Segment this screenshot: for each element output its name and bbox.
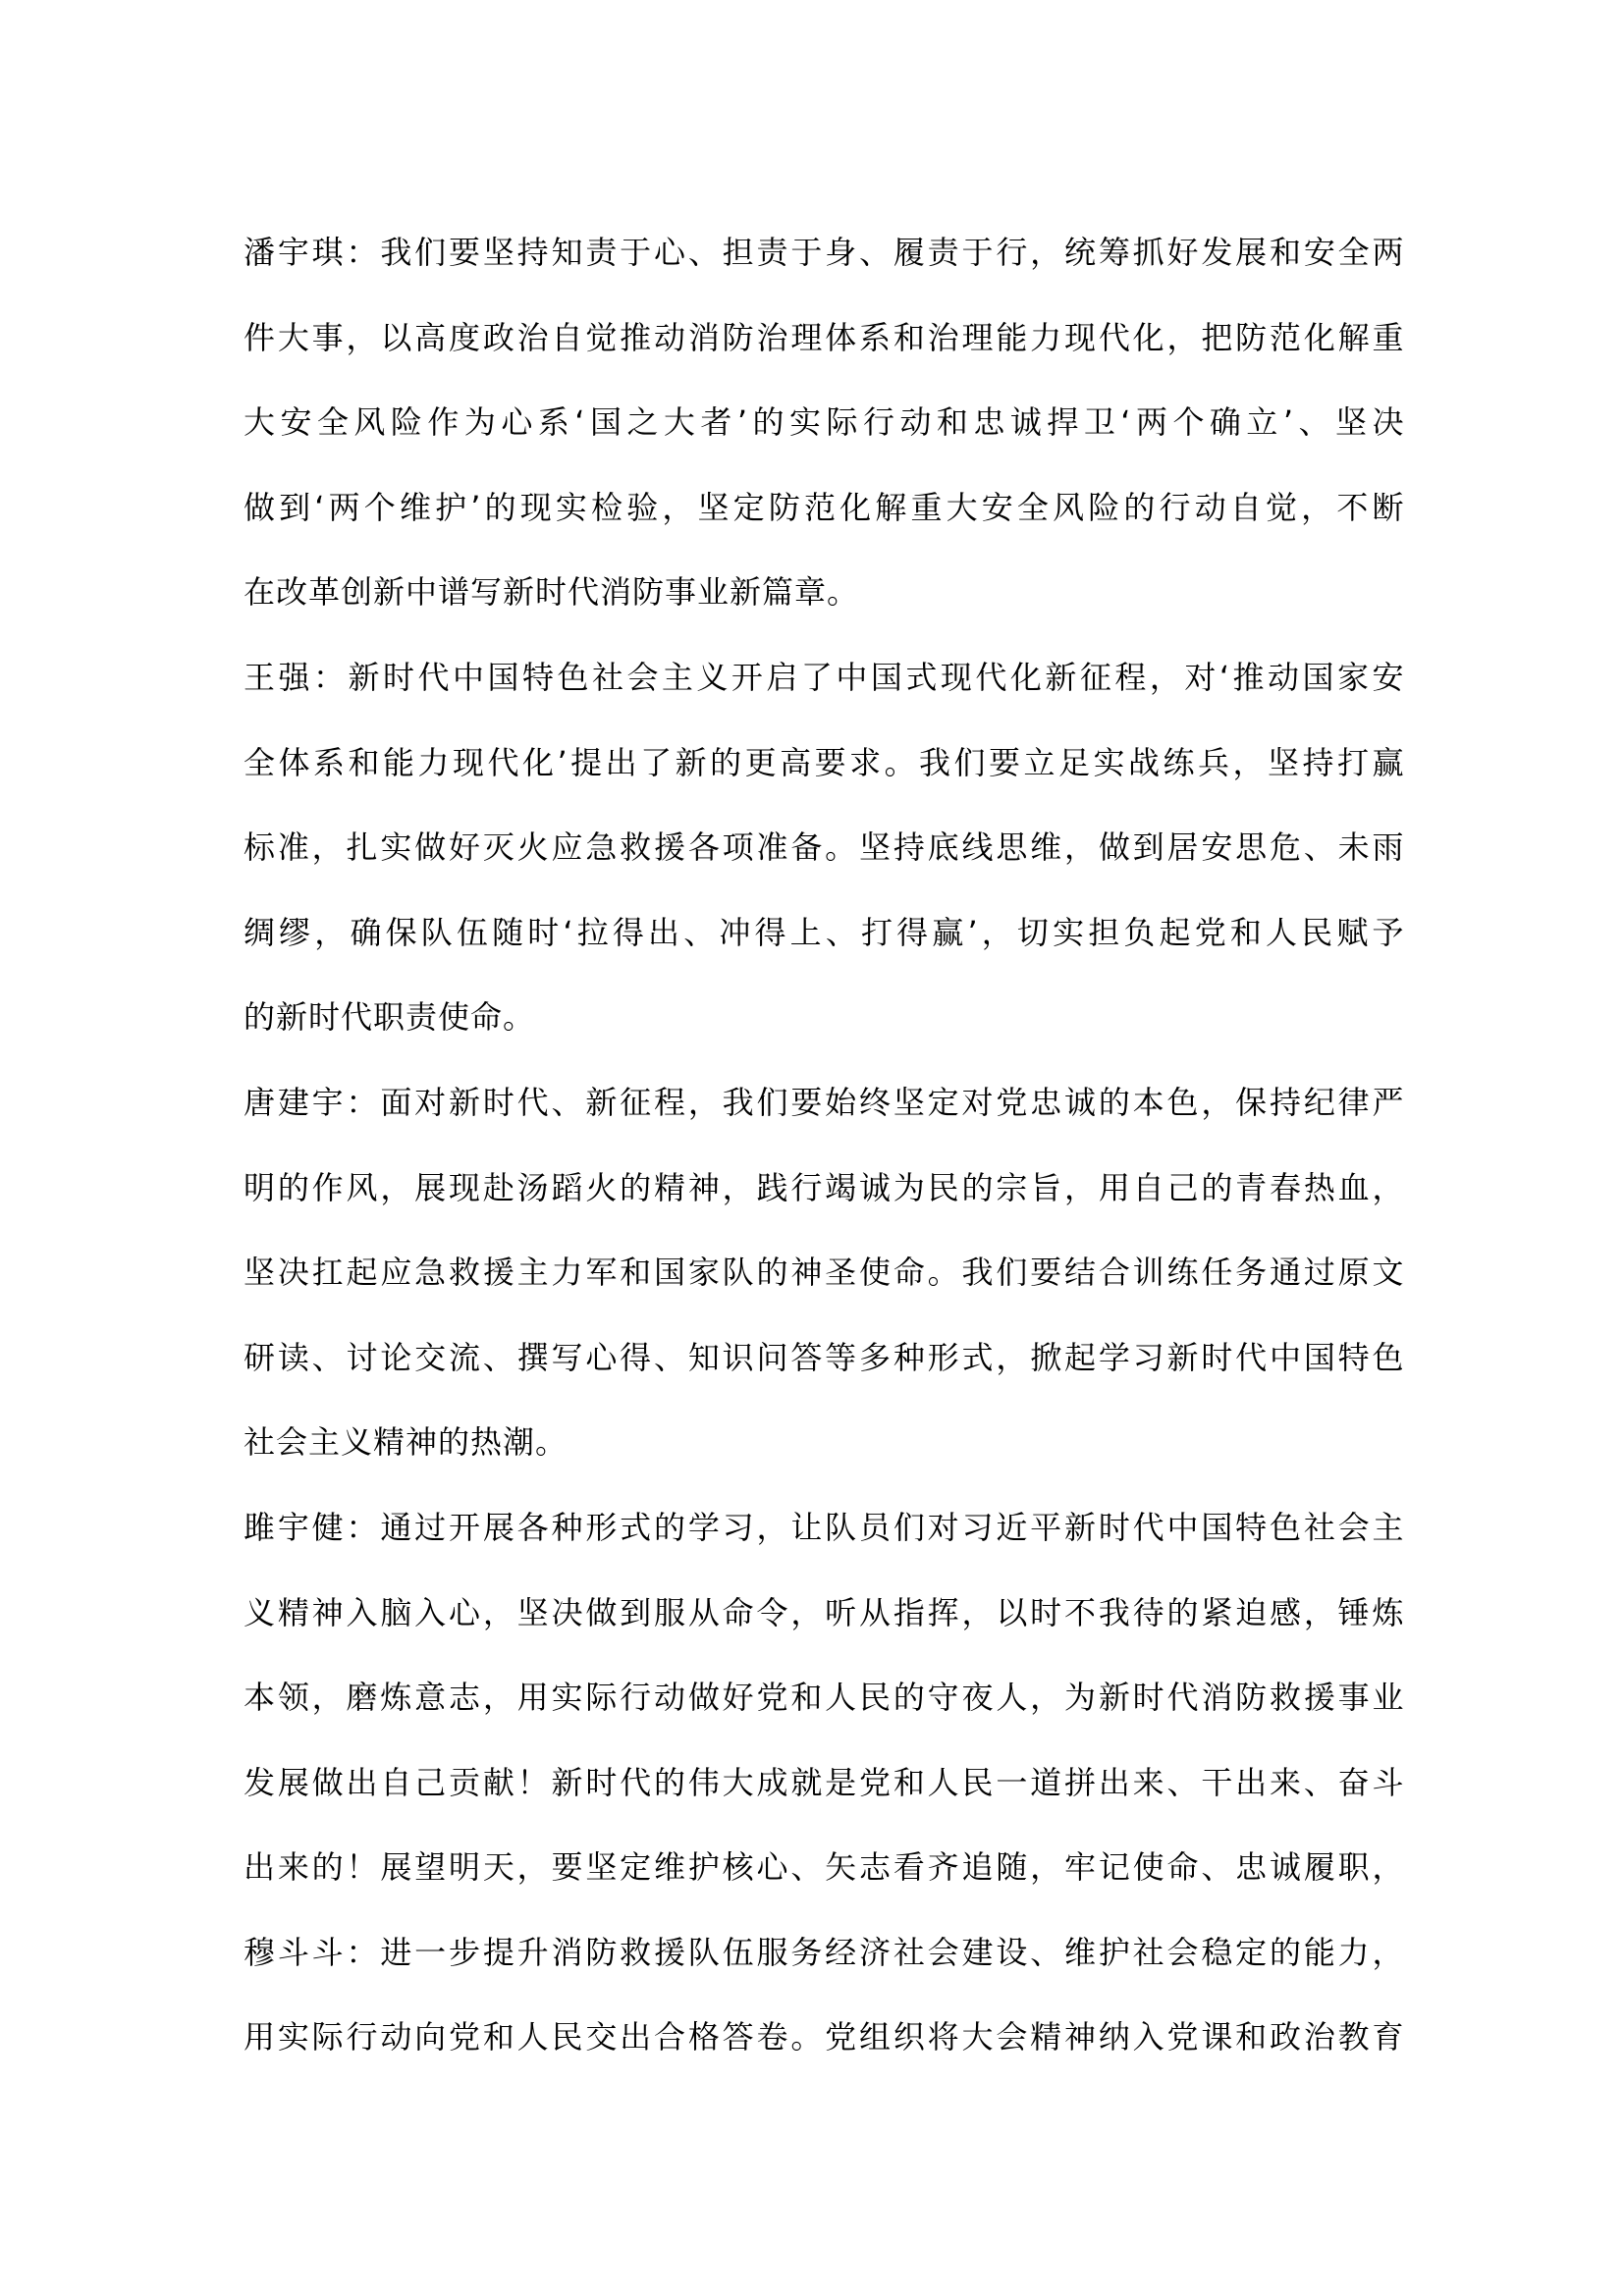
text-line: 研读、讨论交流、撰写心得、知识问答等多种形式，掀起学习新时代中国特色 <box>244 1338 1404 1376</box>
text-line: 绸缪，确保队伍随时‘拉得出、冲得上、打得赢’，切实担负起党和人民赋予 <box>244 913 1404 951</box>
text-line: 唐建宇：面对新时代、新征程，我们要始终坚定对党忠诚的本色，保持纪律严 <box>244 1083 1404 1121</box>
text-line: 大安全风险作为心系‘国之大者’的实际行动和忠诚捍卫‘两个确立’、坚决 <box>244 403 1404 442</box>
text-line: 标准，扎实做好灭火应急救援各项准备。坚持底线思维，做到居安思危、未雨 <box>244 828 1404 867</box>
text-line: 社会主义精神的热潮。 <box>244 1423 568 1462</box>
text-line: 件大事，以高度政治自觉推动消防治理体系和治理能力现代化，把防范化解重 <box>244 318 1404 356</box>
text-line: 全体系和能力现代化’提出了新的更高要求。我们要立足实战练兵，坚持打赢 <box>244 743 1404 781</box>
text-line: 雎宇健：通过开展各种形式的学习，让队员们对习近平新时代中国特色社会主 <box>244 1508 1404 1546</box>
text-line: 的新时代职责使命。 <box>244 998 536 1037</box>
text-line: 在改革创新中谱写新时代消防事业新篇章。 <box>244 573 860 612</box>
text-line: 坚决扛起应急救援主力军和国家队的神圣使命。我们要结合训练任务通过原文 <box>244 1254 1404 1292</box>
text-line: 做到‘两个维护’的现实检验，坚定防范化解重大安全风险的行动自觉，不断 <box>244 488 1404 526</box>
text-line: 出来的！展望明天，要坚定维护核心、矢志看齐追随，牢记使命、忠诚履职， <box>244 1848 1404 1887</box>
paragraph-mu-doudou <box>244 1910 1404 2080</box>
text-line: 义精神入脑入心，坚决做到服从命令，听从指挥，以时不我待的紧迫感，锤炼 <box>244 1593 1404 1631</box>
text-line: 用实际行动向党和人民交出合格答卷。党组织将大会精神纳入党课和政治教育 <box>244 2018 1404 2056</box>
paragraph-ju-yujian <box>244 1485 1404 1910</box>
text-line: 穆斗斗：进一步提升消防救援队伍服务经济社会建设、维护社会稳定的能力， <box>244 1933 1404 1971</box>
paragraph-wang-qiang <box>244 635 1404 1060</box>
text-line: 明的作风，展现赴汤蹈火的精神，践行竭诚为民的宗旨，用自己的青春热血， <box>244 1168 1404 1206</box>
text-line: 本领，磨炼意志，用实际行动做好党和人民的守夜人，为新时代消防救援事业 <box>244 1679 1404 1717</box>
text-line: 潘宇琪：我们要坚持知责于心、担责于身、履责于行，统筹抓好发展和安全两 <box>244 234 1404 271</box>
paragraph-pan-yuqi <box>244 210 1404 635</box>
text-block <box>244 210 1404 2080</box>
paragraph-tang-jianyu <box>244 1060 1404 1485</box>
text-line: 王强：新时代中国特色社会主义开启了中国式现代化新征程，对‘推动国家安 <box>244 658 1404 696</box>
text-line: 发展做出自己贡献！新时代的伟大成就是党和人民一道拼出来、干出来、奋斗 <box>244 1763 1404 1801</box>
